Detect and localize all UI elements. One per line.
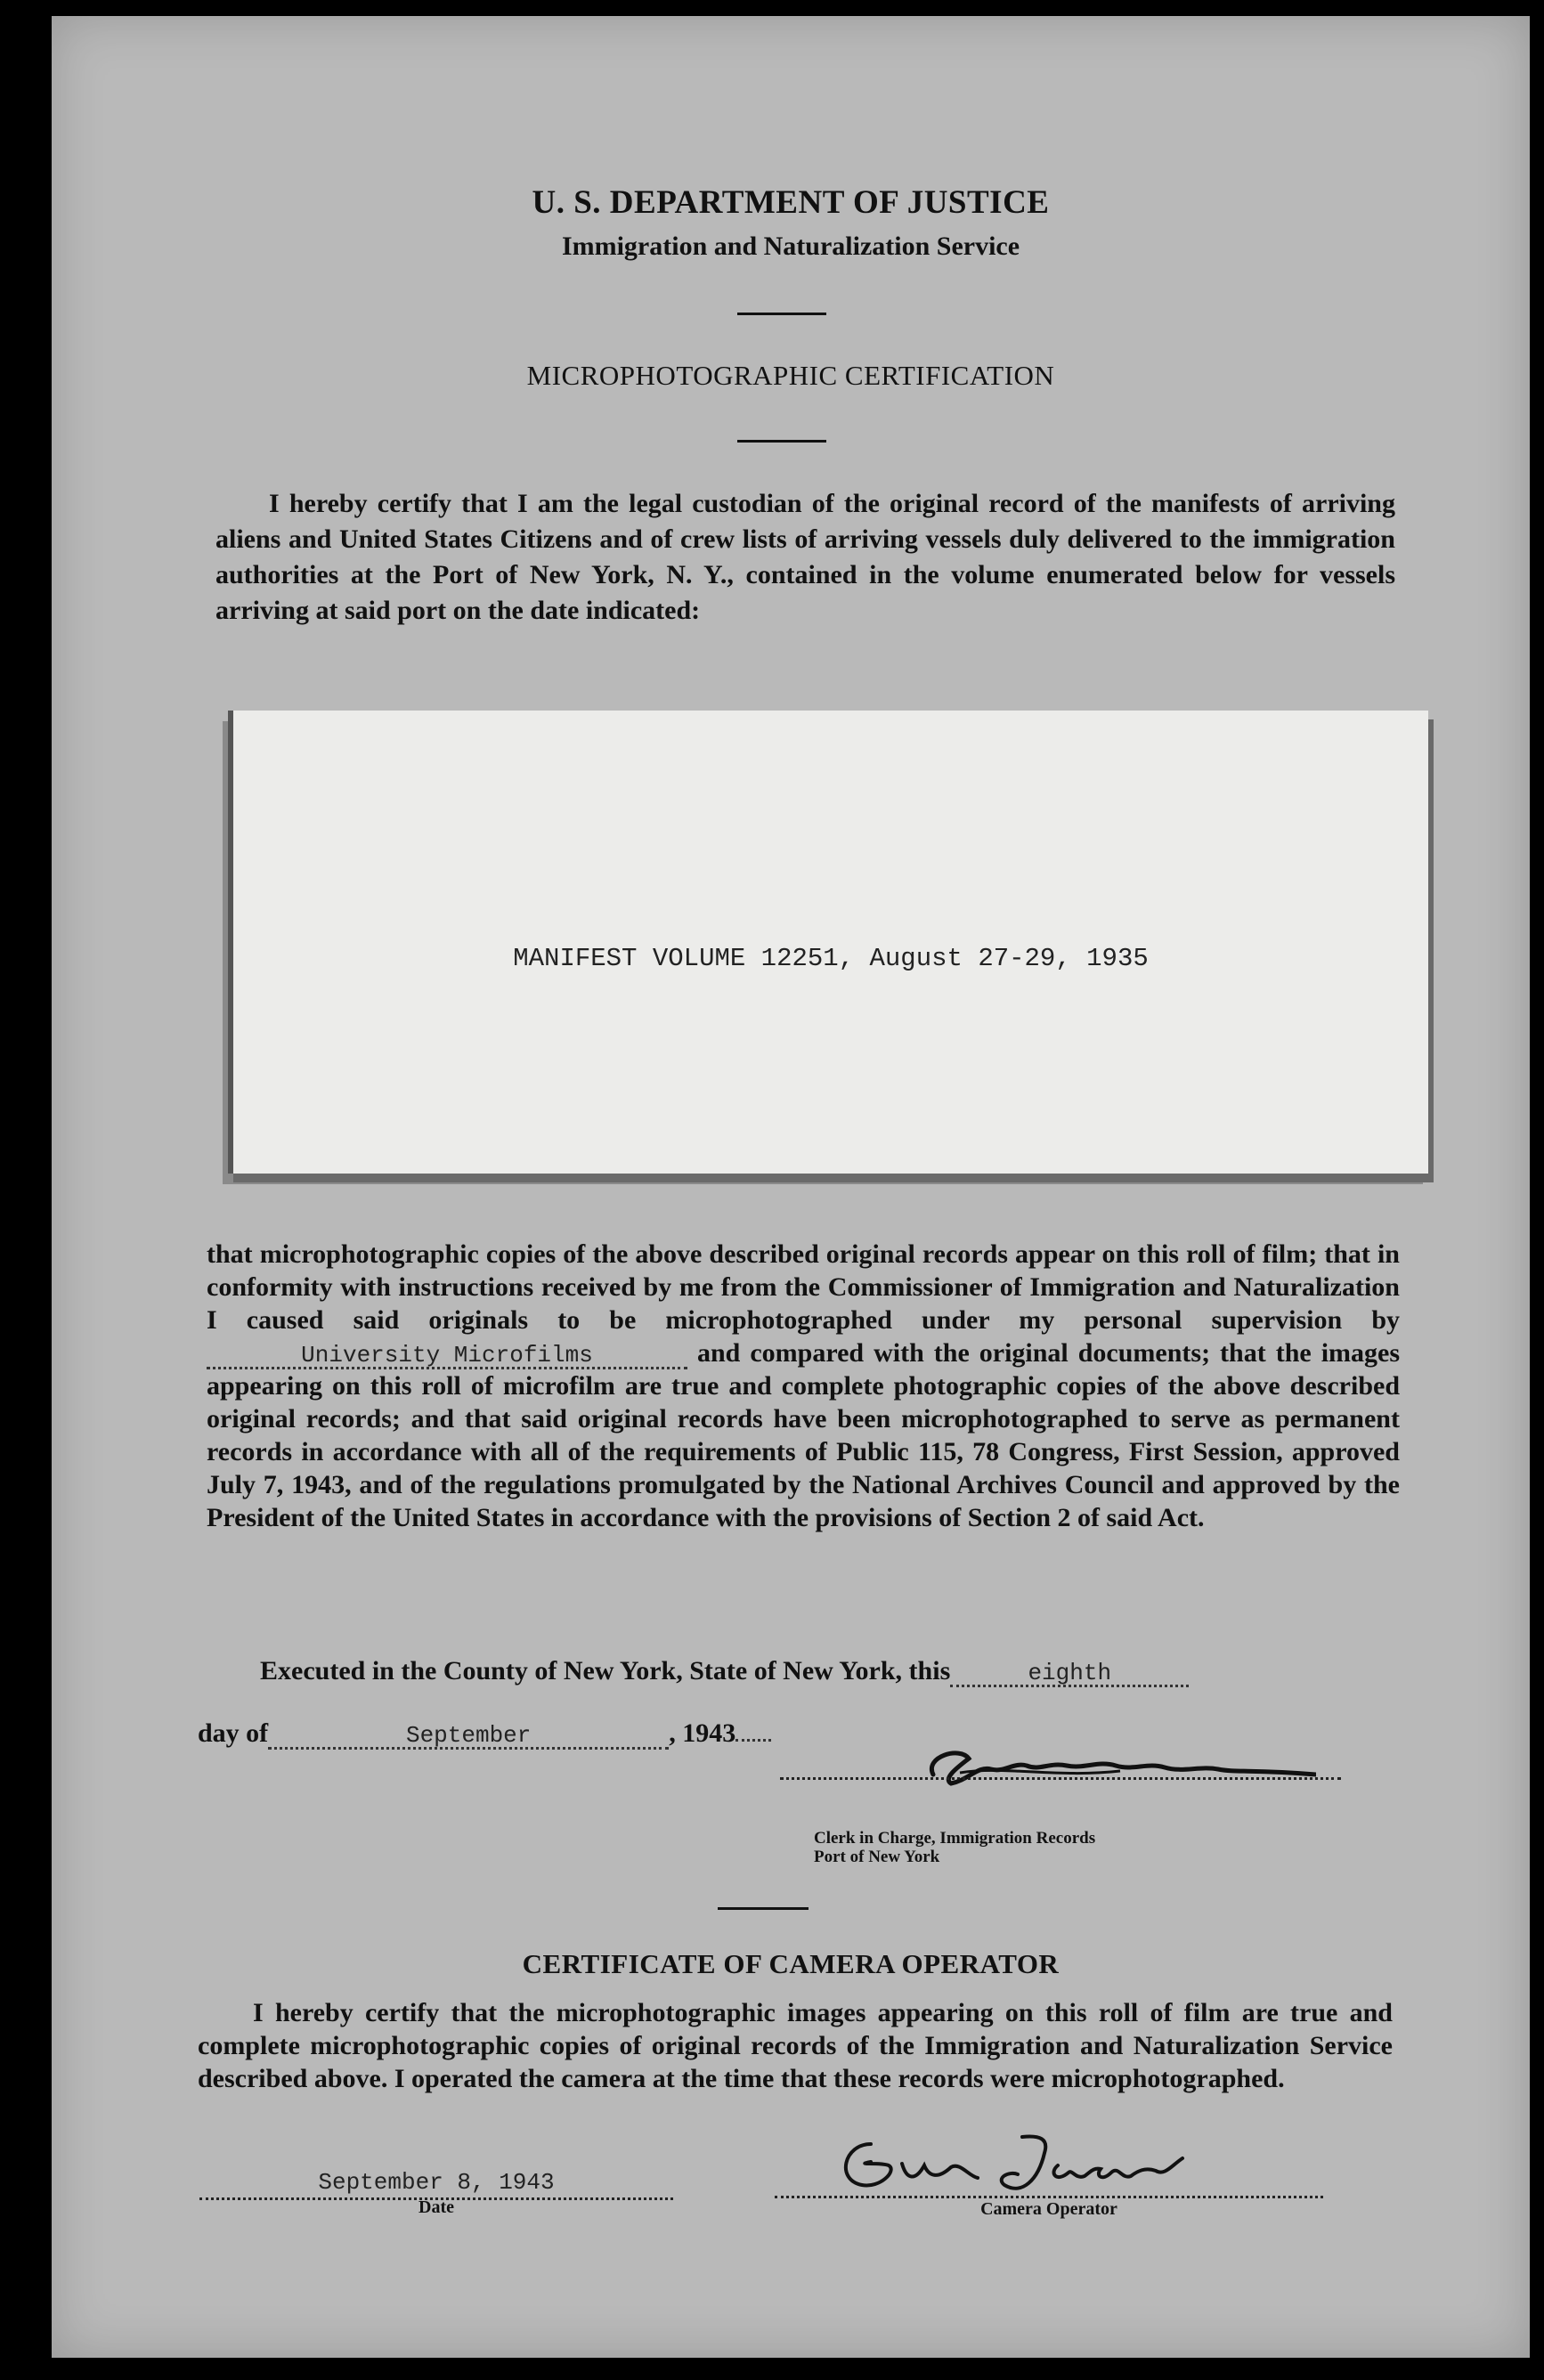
year-digit: 3: [722, 1718, 736, 1748]
date-label: Date: [419, 2197, 454, 2217]
divider-2: [737, 440, 826, 443]
date-value: September 8, 1943: [318, 2169, 555, 2196]
camera-operator-statement: I hereby certify that the microphotographic images appearing on this roll of film are true and complete microphotographic copies of original records of the Immigration and Naturalization Service described above. I operated the camera at the time that these records were microphotographed.: [198, 1998, 1393, 2093]
divider-1: [737, 313, 826, 315]
clerk-title: [814, 1829, 1095, 1866]
executed-line: [260, 1656, 1189, 1687]
camera-operator-heading: CERTIFICATE OF CAMERA OPERATOR: [522, 1948, 1060, 1979]
certificate-sheet: [52, 16, 1530, 2358]
custodian-statement: I hereby certify that I am the legal custodian of the original record of the manifests of arriving aliens and United States Citizens and of crew lists of arriving vessels duly delivered to the immigration authorities at the Port of New York, N. Y., contained in the volume enumerated below for vessels arriving at said port on the date indicated:: [215, 489, 1395, 625]
clerk-signature-line: [780, 1777, 1341, 1780]
month-year-line: [198, 1718, 771, 1750]
operator-label: Camera Operator: [980, 2199, 1117, 2219]
manifest-volume-label: MANIFEST VOLUME 12251, August 27-29, 1935: [513, 944, 1149, 973]
month-value: September: [405, 1722, 532, 1749]
certification-heading: MICROPHOTOGRAPHIC CERTIFICATION: [526, 360, 1055, 391]
microfilm-statement-part1: that microphotographic copies of the above described original records appear on this roll of film; that in conformity with instructions received by me from the Commissioner of Immigration and Naturalization I caused said originals to be microphotographed under my personal supervision by: [207, 1239, 1400, 1335]
microfilm-statement-part2: and compared with the original documents; that the images appearing on this roll of microfilm are true and complete photographic copies of the above described original records; and that said original records have been microphotographed to serve as permanent records in accordance with all of the requirements of Public 115, 78 Congress, First Session, approved July 7, 1943, and of the regulations promulgated by the National Archives Council and approved by the President of the United States in accordance with the provisions of Section 2 of said Act.: [207, 1338, 1401, 1532]
executed-prefix: Executed in the County of New York, State of New York, this: [260, 1656, 951, 1685]
clerk-signature: [906, 1739, 1316, 1792]
year-prefix: , 194: [669, 1718, 723, 1748]
executed-day-field: [950, 1660, 1189, 1687]
microfilm-statement: [207, 1238, 1400, 1534]
clerk-title-line1: Clerk in Charge, Immigration Records: [814, 1829, 1096, 1848]
photographer-value: University Microfilms: [301, 1342, 593, 1369]
operator-signature-line: [775, 2169, 1323, 2198]
manifest-volume-card: [228, 711, 1428, 1174]
month-field: [268, 1722, 669, 1750]
day-of-label: day of: [198, 1718, 269, 1748]
year-trailing-dots: [735, 1739, 771, 1742]
date-field: [199, 2169, 673, 2200]
photographer-field: [207, 1342, 687, 1369]
clerk-title-line2: Port of New York: [814, 1848, 940, 1866]
service-subtitle: Immigration and Naturalization Service: [561, 232, 1020, 261]
executed-day-value: eighth: [1028, 1660, 1112, 1686]
divider-3: [718, 1907, 809, 1910]
department-title: U. S. DEPARTMENT OF JUSTICE: [532, 184, 1050, 221]
